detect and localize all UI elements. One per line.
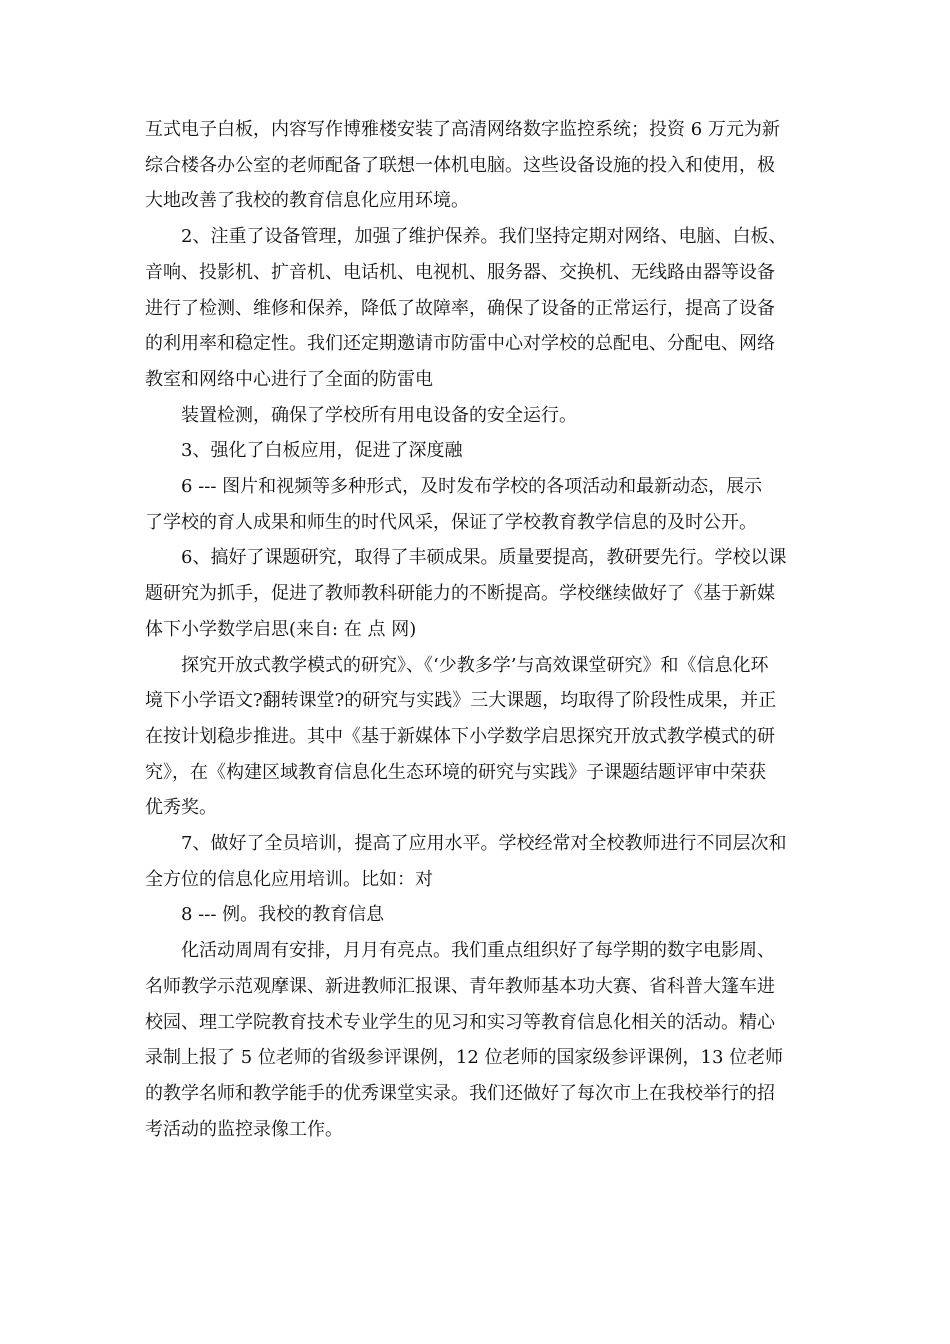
text-line: 互式电子白板，内容写作博雅楼安装了高清网络数字监控系统；投资 6 万元为新 [145,119,780,140]
paragraph [145,648,813,827]
text-line: 了学校的育人成果和师生的时代风采，保证了学校教育教学信息的及时公开。 [145,511,757,533]
paragraph [145,398,813,434]
text-line: 校园、理工学院教育技术专业学生的见习和实习等教育信息化相关的活动。精心 [145,1011,775,1033]
paragraph [145,219,813,398]
text-line: 6 --- 图片和视频等多种形式，及时发布学校的各项活动和最新动态，展示 [181,476,763,498]
text-line: 的利用率和稳定性。我们还定期邀请市防雷中心对学校的总配电、分配电、网络 [145,333,775,355]
text-line: 音响、投影机、扩音机、电话机、电视机、服务器、交换机、无线路由器等设备 [145,261,775,283]
text-line: 3、强化了白板应用，促进了深度融 [181,440,463,462]
text-line: 装置检测，确保了学校所有用电设备的安全运行。 [181,404,577,426]
text-line: 综合楼各办公室的老师配备了联想一体机电脑。这些设备设施的投入和使用，极 [145,154,775,176]
text-line: 教室和网络中心进行了全面的防雷电 [145,368,433,390]
text-line: 考活动的监控录像工作。 [145,1118,343,1140]
paragraph [145,897,813,933]
text-line: 探究开放式教学模式的研究》、《‘少教多学’与高效课堂研究》和《信息化环 [181,654,769,676]
text-line: 的教学名师和教学能手的优秀课堂实录。我们还做好了每次市上在我校举行的招 [145,1082,775,1104]
text-line: 题研究为抓手，促进了教师教科研能力的不断提高。学校继续做好了《基于新媒 [145,583,775,605]
text-line: 化活动周周有安排，月月有亮点。我们重点组织好了每学期的数字电影周、 [181,940,775,962]
text-line: 全方位的信息化应用培训。比如：对 [145,868,433,890]
text-line: 究》，在《构建区域教育信息化生态环境的研究与实践》子课题结题评审中荣获 [145,761,766,783]
text-line: 录制上报了 5 位老师的省级参评课例，12 位老师的国家级参评课例，13 位老师 [145,1047,784,1069]
text-line: 进行了检测、维修和保养，降低了故障率，确保了设备的正常运行，提高了设备 [145,297,775,319]
document-body [145,112,813,1147]
paragraph [145,469,813,540]
paragraph [145,433,813,469]
paragraph [145,826,813,897]
text-line: 在按计划稳步推进。其中《基于新媒体下小学数学启思探究开放式教学模式的研 [145,725,775,747]
text-line: 境下小学语文?翻转课堂?的研究与实践》三大课题，均取得了阶段性成果，并正 [145,690,777,712]
text-line: 8 --- 例。我校的教育信息 [181,904,385,926]
text-line: 6、搞好了课题研究，取得了丰硕成果。质量要提高，教研要先行。学校以课 [181,547,787,569]
text-line: 7、做好了全员培训，提高了应用水平。学校经常对全校教师进行不同层次和 [181,833,787,855]
paragraph [145,112,813,219]
text-line: 体下小学数学启思(来自: 在 点 网) [145,618,417,640]
text-line: 名师教学示范观摩课、新进教师汇报课、青年教师基本功大赛、省科普大篷车进 [145,975,775,997]
paragraph [145,933,813,1147]
text-line: 2、注重了设备管理，加强了维护保养。我们坚持定期对网络、电脑、白板、 [181,226,787,248]
text-line: 大地改善了我校的教育信息化应用环境。 [145,190,469,212]
paragraph [145,540,813,647]
text-line: 优秀奖。 [145,797,217,819]
